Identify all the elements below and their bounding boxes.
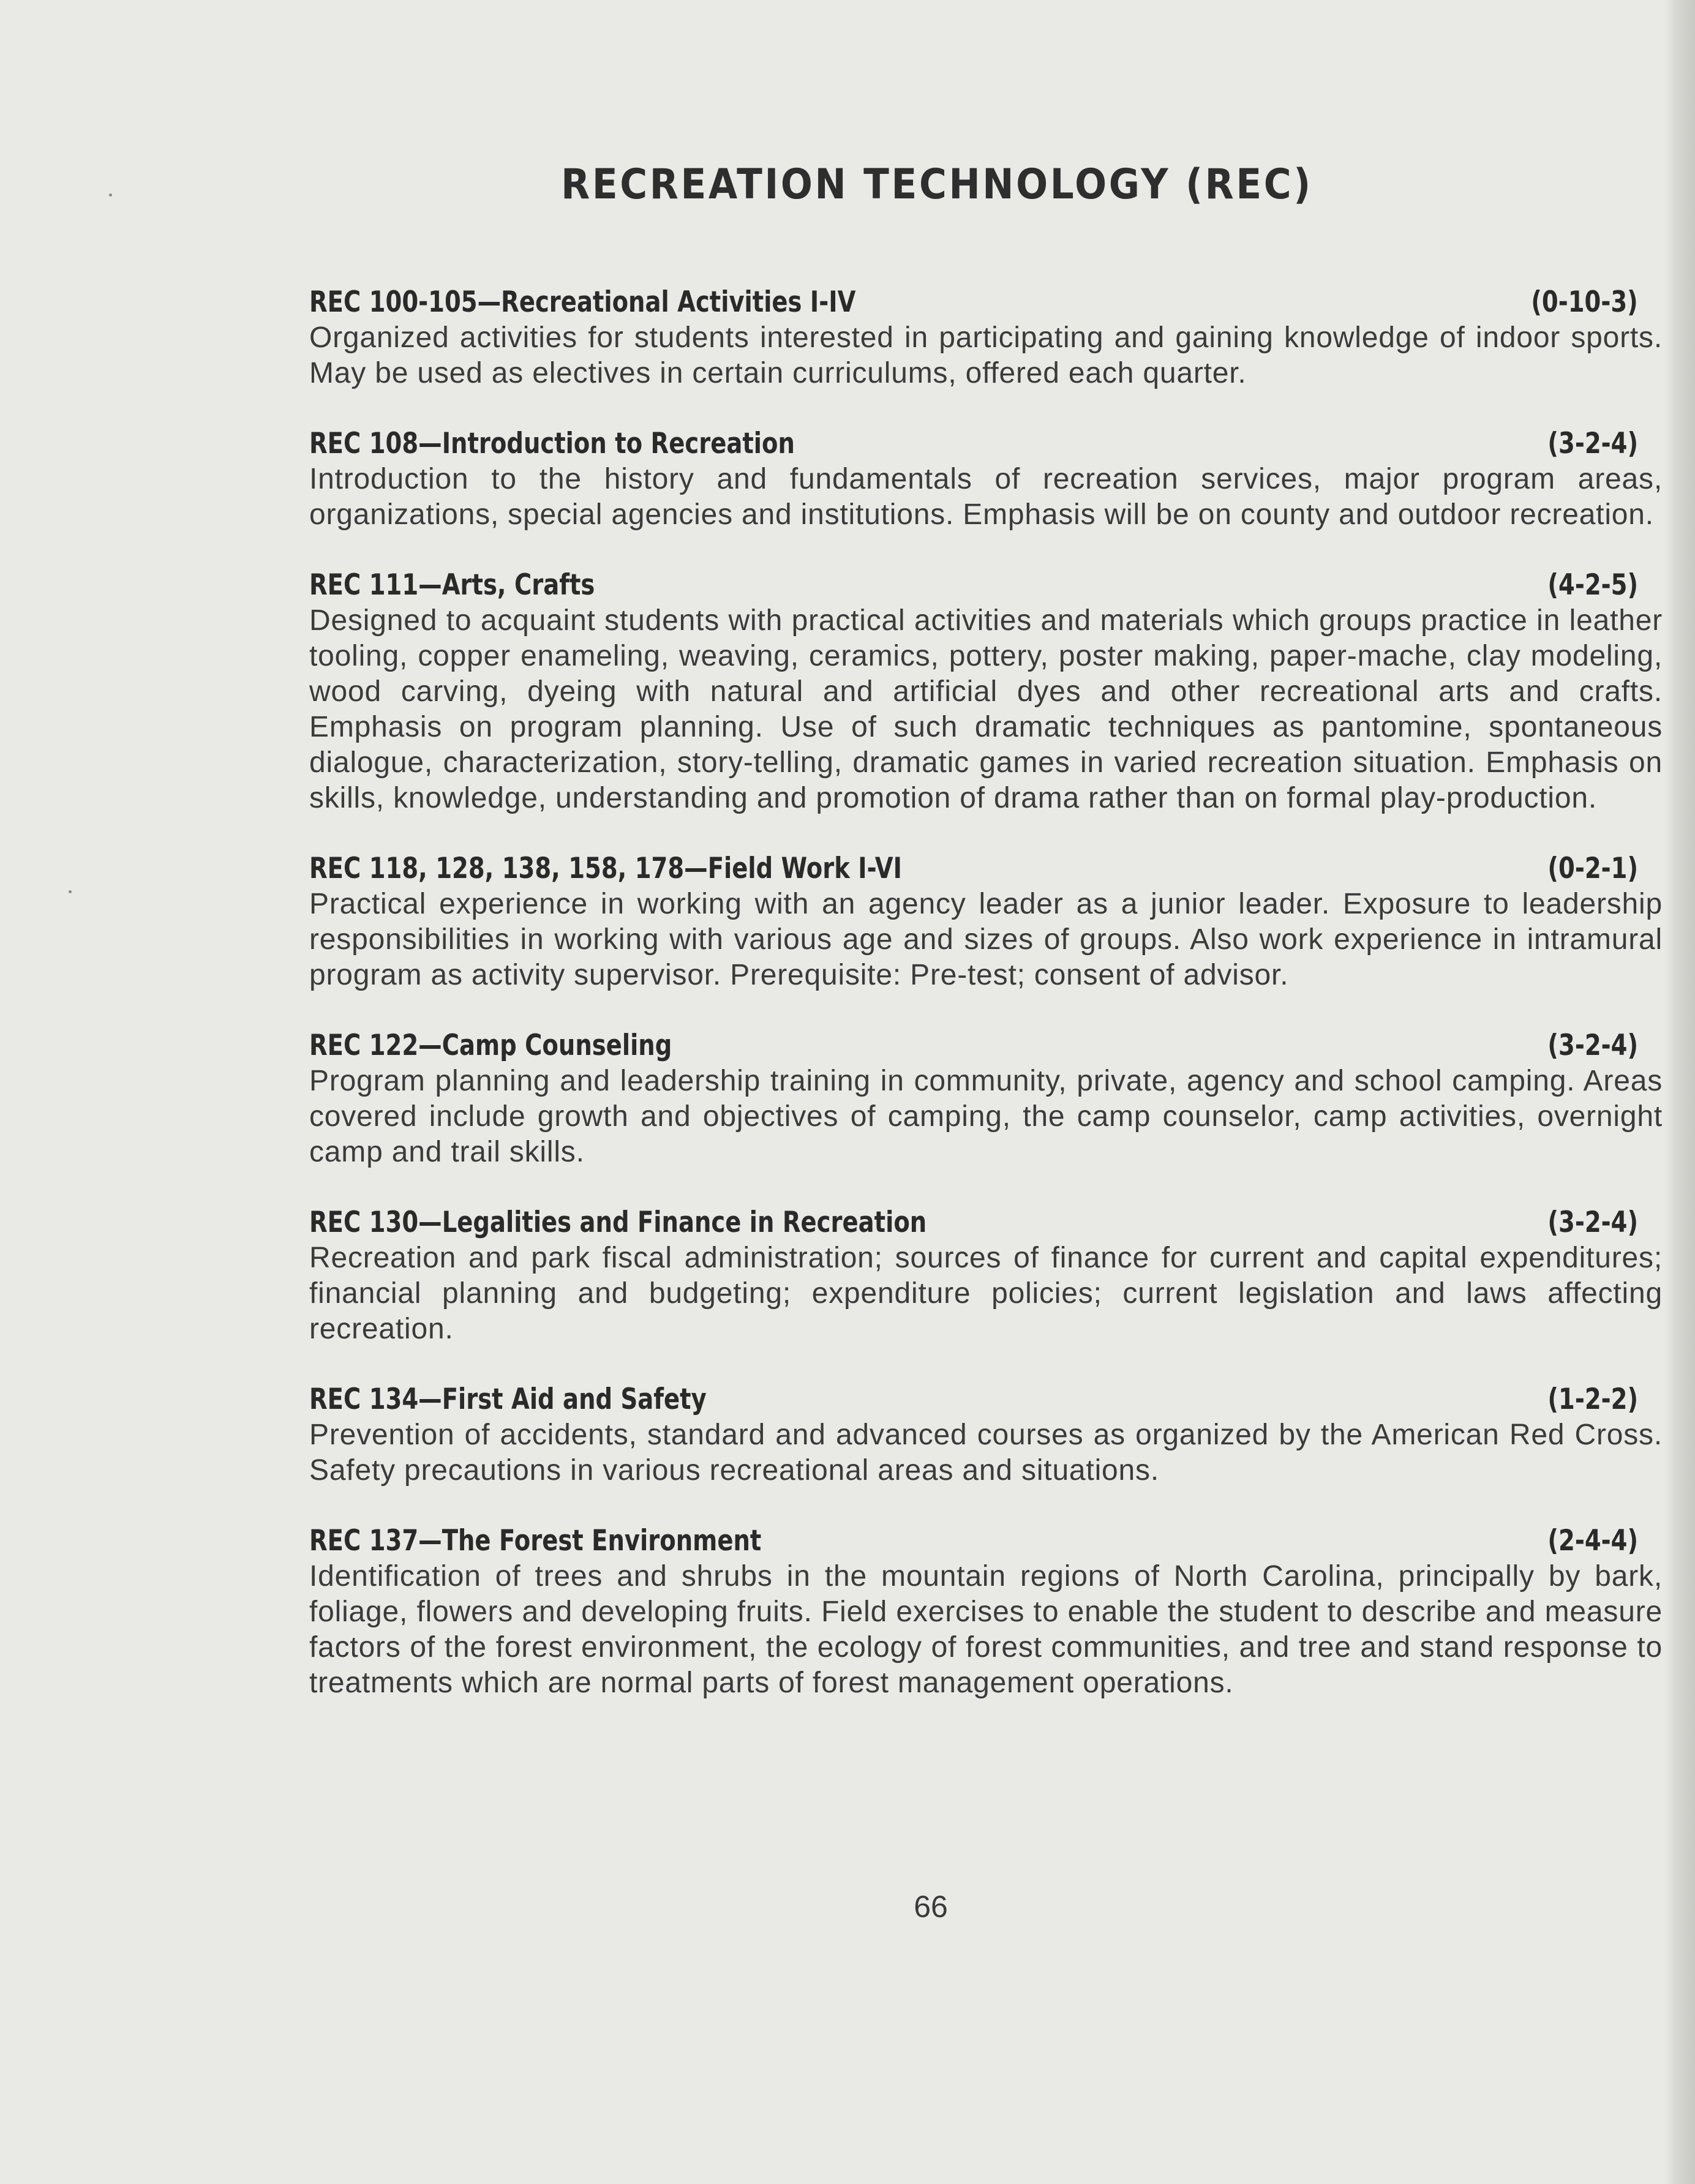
course-hours: (2-4-4) [1547,1524,1638,1558]
course-code-title: REC 137—The Forest Environment [309,1524,762,1558]
course-description: Program planning and leadership training in community, private, agency and school camping. Areas covered include growth and objectives of camping, the camp counselor, camp activities, overnight camp and trail skills. [309,1065,1663,1168]
course-hours: (0-2-1) [1547,852,1638,885]
course-header [309,1383,1638,1416]
margin-speck [69,890,72,893]
course-description: Organized activities for students interested in participating and gaining knowledge of indoor sports. May be used as electives in certain curriculums, offered each quarter. [309,321,1663,389]
course-description: Identification of trees and shrubs in the mountain regions of North Carolina, principally by bark, foliage, flowers and developing fruits. Field exercises to enable the student to describe and measure factors of the forest environment, the ecology of forest communities, and tree and stand response to treatments which are normal parts of forest management operations. [309,1560,1663,1699]
course-list [309,285,1663,1736]
course-code-title: REC 130—Legalities and Finance in Recreation [309,1206,927,1239]
course-entry [309,1029,1663,1170]
course-code-title: REC 122—Camp Counseling [309,1029,672,1062]
course-entry [309,1383,1663,1488]
page-title: RECREATION TECHNOLOGY (REC) [561,160,1313,209]
course-hours: (1-2-2) [1547,1383,1638,1416]
course-description: Designed to acquaint students with practical activities and materials which groups practice in leather tooling, copper enameling, weaving, ceramics, pottery, poster making, paper-mache, clay modeling, wood carving, dyeing with natural and artificial dyes and other recreational arts and crafts. Emphasis on program planning. Use of such dramatic techniques as pantomine, spontaneous dialogue, characterization, story-telling, dramatic games in varied recreation situation. Emphasis on skills, knowledge, understanding and promotion of drama rather than on formal play-production. [309,604,1663,814]
course-description: Practical experience in working with an agency leader as a junior leader. Exposure to leadership responsibilities in working with various age and sizes of groups. Also work experience in intramural program as activity supervisor. Prerequisite: Pre-test; consent of advisor. [309,888,1663,991]
course-code-title: REC 118, 128, 138, 158, 178—Field Work I-VI [309,852,902,885]
course-description: Prevention of accidents, standard and advanced courses as organized by the American Red Cross. Safety precautions in various recreational areas and situations. [309,1419,1663,1487]
course-entry [309,852,1663,993]
course-hours: (4-2-5) [1547,568,1638,602]
course-description: Introduction to the history and fundamentals of recreation services, major program areas, organizations, special agencies and institutions. Emphasis will be on county and outdoor recreation. [309,463,1663,531]
course-header [309,1029,1638,1062]
course-hours: (3-2-4) [1547,1206,1638,1239]
course-header [309,852,1638,885]
course-header [309,568,1638,602]
course-hours: (3-2-4) [1547,427,1638,460]
page-number: 66 [914,1889,948,1924]
course-entry [309,1206,1663,1347]
course-entry [309,427,1663,533]
course-code-title: REC 108—Introduction to Recreation [309,427,795,460]
course-entry [309,568,1663,816]
course-entry [309,285,1663,391]
course-header [309,1206,1638,1239]
course-code-title: REC 100-105—Recreational Activities I-IV [309,285,856,319]
course-header [309,285,1638,319]
course-hours: (3-2-4) [1547,1029,1638,1062]
course-hours: (0-10-3) [1531,285,1638,319]
course-code-title: REC 134—First Aid and Safety [309,1383,707,1416]
course-entry [309,1524,1663,1701]
page-binding-edge [1664,0,1695,2184]
course-header [309,427,1638,460]
course-header [309,1524,1638,1558]
course-description: Recreation and park fiscal administration; sources of finance for current and capital expenditures; financial planning and budgeting; expenditure policies; current legislation and laws affecting recreation. [309,1242,1663,1345]
course-code-title: REC 111—Arts, Crafts [309,568,595,602]
